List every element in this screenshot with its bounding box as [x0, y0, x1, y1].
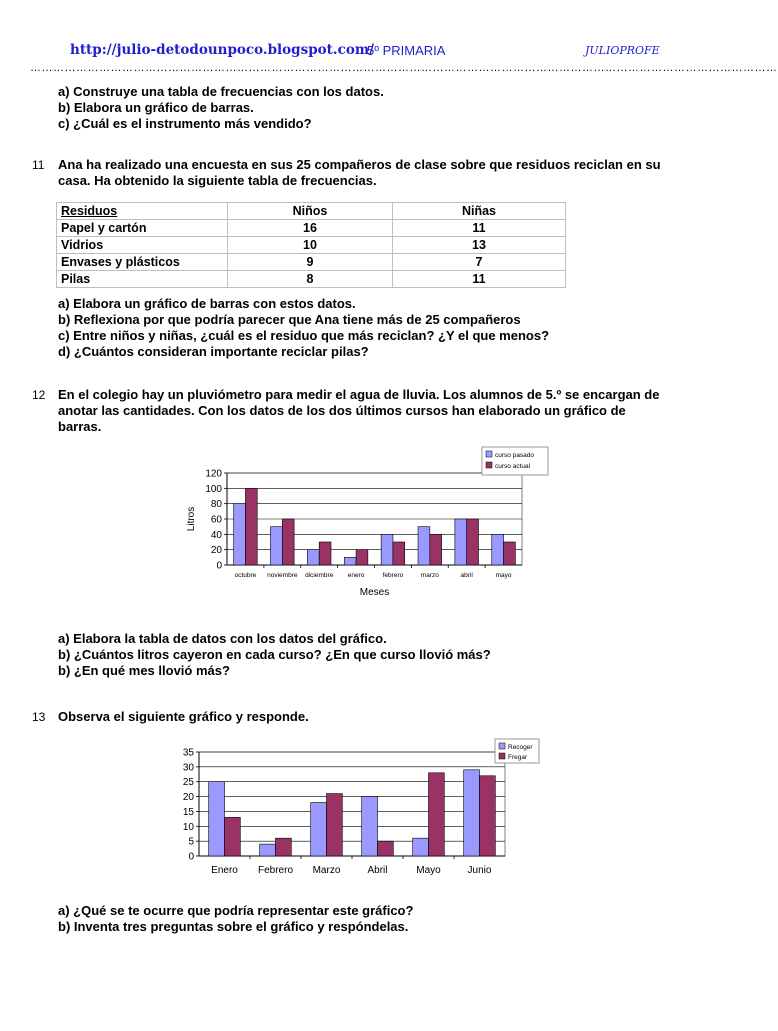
bar-curso-pasado-enero: [344, 557, 356, 565]
y-tick-label: 0: [216, 560, 222, 572]
bar-Fregar-Abril: [378, 841, 394, 856]
x-tick-label: diciembre: [305, 572, 334, 579]
bar-curso-actual-mayo: [504, 542, 516, 565]
table-cell: 11: [393, 271, 566, 288]
x-tick-label: Mayo: [416, 865, 441, 876]
table-header-row: [57, 203, 566, 220]
bar-curso-actual-diciembre: [319, 542, 331, 565]
bar-Fregar-Marzo: [327, 794, 343, 856]
exercise-11-question-b: b) Reflexiona por que podría parecer que Ana tiene más de 25 compañeros: [58, 312, 521, 327]
exercise-12-question-c: b) ¿En qué mes llovió más?: [58, 663, 230, 678]
y-tick-label: 10: [182, 821, 194, 833]
table-cell: Papel y cartón: [57, 220, 228, 237]
exercise-11-question-c: c) Entre niños y niñas, ¿cuál es el residuo que más reciclan? ¿Y el que menos?: [58, 328, 550, 343]
y-tick-label: 60: [210, 514, 222, 526]
bar-Fregar-Mayo: [429, 773, 445, 856]
y-tick-label: 120: [205, 468, 222, 480]
chores-bar-chart: [165, 735, 545, 883]
bar-curso-pasado-diciembre: [307, 550, 319, 565]
rainfall-chart-svg: [182, 445, 550, 603]
bar-Fregar-Junio: [480, 776, 496, 856]
exercise-13-question-b: b) Inventa tres preguntas sobre el gráfico y respóndelas.: [58, 919, 409, 934]
exercise-12-question-a: a) Elabora la tabla de datos con los datos del gráfico.: [58, 631, 387, 646]
x-tick-label: abril: [460, 572, 473, 579]
exercise-11-number: 11: [32, 158, 45, 172]
legend-label: curso pasado: [495, 452, 535, 459]
bar-curso-actual-febrero: [393, 542, 405, 565]
y-tick-label: 40: [210, 529, 222, 541]
y-tick-label: 30: [182, 762, 194, 774]
table-cell: 10: [228, 237, 393, 254]
table-header-ninas: Niñas: [393, 203, 566, 220]
bar-Recoger-Mayo: [413, 838, 429, 856]
bar-Recoger-Junio: [464, 770, 480, 856]
x-tick-label: noviembre: [267, 572, 298, 579]
x-tick-label: mayo: [495, 572, 512, 579]
bar-curso-actual-marzo: [430, 534, 442, 565]
bar-curso-pasado-abril: [455, 519, 467, 565]
y-tick-label: 5: [188, 836, 194, 848]
blog-url-link[interactable]: http://julio-detodounpoco.blogspot.com/: [70, 42, 375, 58]
exercise-11-statement-line1: Ana ha realizado una encuesta en sus 25 compañeros de clase sobre que residuos reciclan en su: [58, 157, 661, 172]
table-cell: 8: [228, 271, 393, 288]
table-cell: 16: [228, 220, 393, 237]
exercise-11-statement-line2: casa. Ha obtenido la siguiente tabla de frecuencias.: [58, 173, 377, 188]
y-tick-label: 15: [182, 806, 194, 818]
exercise-12-statement-line2: anotar las cantidades. Con los datos de los dos últimos cursos han elaborado un gráfico de: [58, 403, 626, 418]
table-cell: 9: [228, 254, 393, 271]
exercise-13-number: 13: [32, 710, 46, 724]
exercise-12-number: 12: [32, 388, 46, 402]
bar-curso-actual-enero: [356, 550, 368, 565]
legend-label: Fregar: [508, 754, 528, 761]
intro-question-c: c) ¿Cuál es el instrumento más vendido?: [58, 116, 312, 131]
bar-curso-pasado-marzo: [418, 527, 430, 565]
bar-Recoger-Marzo: [311, 803, 327, 856]
x-tick-label: Enero: [211, 865, 238, 876]
page-header: [0, 38, 728, 62]
exercise-13-question-a: a) ¿Qué se te ocurre que podría representar este gráfico?: [58, 903, 414, 918]
exercise-12-statement-line1: En el colegio hay un pluviómetro para medir el agua de lluvia. Los alumnos de 5.º se encargan de: [58, 387, 660, 402]
header-divider: ……………………………………………………………………………………………………………………………………………………………………………: [30, 62, 778, 74]
bar-Recoger-Abril: [362, 797, 378, 856]
y-tick-label: 20: [210, 545, 222, 557]
table-cell: 11: [393, 220, 566, 237]
x-tick-label: enero: [347, 572, 365, 579]
plot-area: [199, 752, 505, 856]
y-tick-label: 25: [182, 777, 194, 789]
table-row: [57, 237, 566, 254]
table-header-residuos: Residuos: [57, 203, 228, 220]
legend-swatch: [486, 451, 492, 457]
bar-Fregar-Febrero: [276, 838, 292, 856]
intro-question-a: a) Construye una tabla de frecuencias con los datos.: [58, 84, 384, 99]
rainfall-bar-chart: [182, 445, 550, 603]
y-tick-label: 35: [182, 747, 194, 759]
bar-Recoger-Febrero: [260, 844, 276, 856]
exercise-13-statement: Observa el siguiente gráfico y responde.: [58, 709, 309, 724]
x-axis-title: Meses: [359, 587, 390, 598]
table-cell: Envases y plásticos: [57, 254, 228, 271]
intro-question-b: b) Elabora un gráfico de barras.: [58, 100, 254, 115]
bar-curso-pasado-noviembre: [271, 527, 283, 565]
y-tick-label: 0: [188, 851, 194, 863]
table-row: [57, 271, 566, 288]
table-header-ninos: Niños: [228, 203, 393, 220]
x-tick-label: marzo: [420, 572, 439, 579]
x-tick-label: Marzo: [312, 865, 341, 876]
exercise-11-question-d: d) ¿Cuántos consideran importante reciclar pilas?: [58, 344, 369, 359]
x-tick-label: Febrero: [257, 865, 294, 876]
y-axis-title: Litros: [186, 506, 197, 532]
exercise-12-question-b: b) ¿Cuántos litros cayeron en cada curso? ¿En que curso llovió más?: [58, 647, 491, 662]
table-row: [57, 254, 566, 271]
table-cell: Vidrios: [57, 237, 228, 254]
frequency-table: [56, 202, 566, 288]
bar-Recoger-Enero: [209, 782, 225, 856]
x-tick-label: febrero: [382, 572, 404, 579]
x-tick-label: Abril: [367, 865, 388, 876]
bar-curso-pasado-febrero: [381, 534, 393, 565]
exercise-11-question-a: a) Elabora un gráfico de barras con estos datos.: [58, 296, 356, 311]
bar-curso-pasado-octubre: [234, 504, 246, 565]
legend-label: curso actual: [495, 463, 531, 470]
x-tick-label: octubre: [234, 572, 257, 579]
y-tick-label: 20: [182, 792, 194, 804]
table-cell: 13: [393, 237, 566, 254]
bar-Fregar-Enero: [225, 817, 241, 856]
y-tick-label: 80: [210, 499, 222, 511]
bar-curso-pasado-mayo: [492, 534, 504, 565]
x-tick-label: Junio: [467, 865, 492, 876]
bar-curso-actual-octubre: [245, 488, 257, 565]
grade-label: 5º PRIMARIA: [367, 43, 446, 58]
bar-curso-actual-noviembre: [282, 519, 294, 565]
legend-swatch: [486, 462, 492, 468]
chores-chart-svg: [165, 735, 545, 883]
legend-swatch: [499, 753, 505, 759]
legend-label: Recoger: [508, 744, 533, 751]
author-label: JULIOPROFE: [585, 44, 660, 57]
legend-swatch: [499, 743, 505, 749]
exercise-12-statement-line3: barras.: [58, 419, 102, 434]
y-tick-label: 100: [205, 483, 222, 495]
table-cell: Pilas: [57, 271, 228, 288]
bar-curso-actual-abril: [467, 519, 479, 565]
table-row: [57, 220, 566, 237]
table-cell: 7: [393, 254, 566, 271]
